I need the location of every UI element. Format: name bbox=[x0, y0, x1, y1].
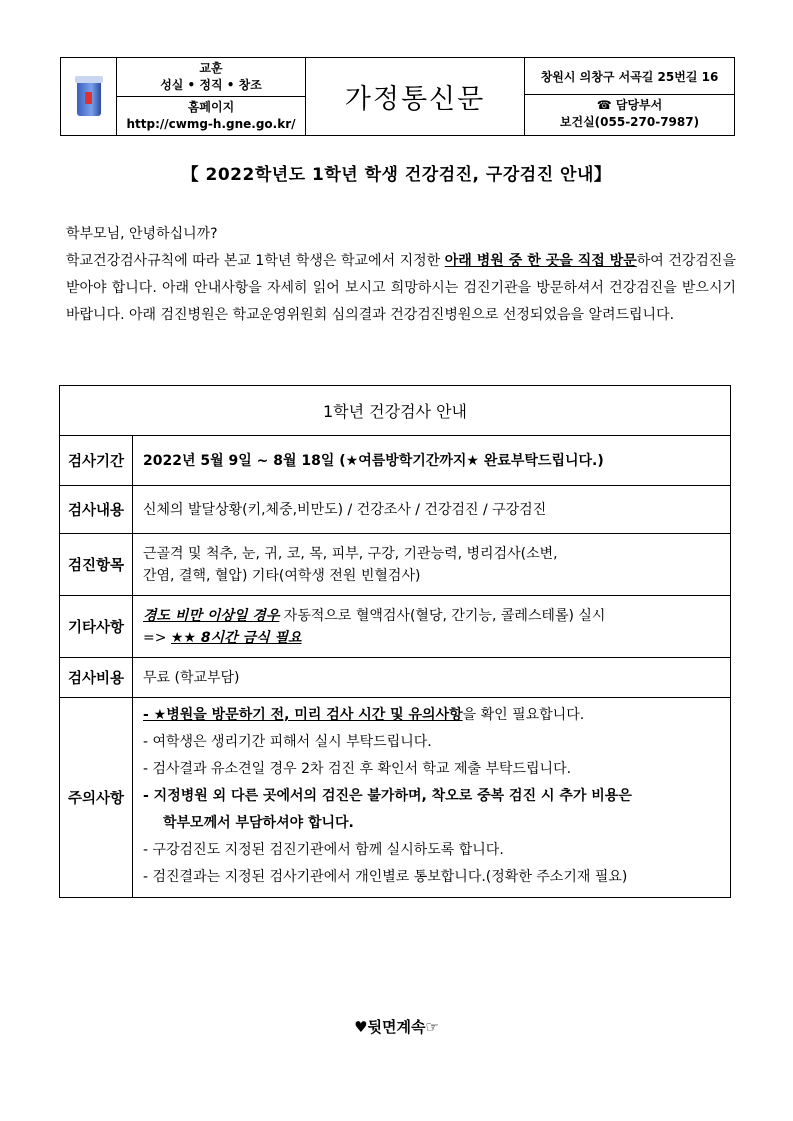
homepage-url[interactable]: http://cwmg-h.gne.go.kr/ bbox=[126, 117, 296, 131]
content-label: 검사내용 bbox=[60, 486, 133, 534]
table-caption: 1학년 건강검사 안내 bbox=[60, 386, 731, 436]
content-value: 신체의 발달상황(키,체중,비만도) / 건강조사 / 건강검진 / 구강검진 bbox=[133, 486, 731, 534]
address-cell bbox=[525, 58, 735, 136]
etc-label: 기타사항 bbox=[60, 596, 133, 658]
checkup-info-table bbox=[59, 385, 731, 898]
etc-blood-test: 자동적으로 혈액검사(혈당, 간기능, 콜레스테롤) 실시 bbox=[279, 607, 606, 624]
items-line-1: 근골격 및 척추, 눈, 귀, 코, 목, 피부, 구강, 기관능력, 병리검사(소변, bbox=[143, 545, 558, 562]
intro-section bbox=[58, 221, 736, 329]
motto-label: 교훈 bbox=[199, 61, 223, 75]
homepage-label: 홈페이지 bbox=[187, 100, 235, 114]
dept-contact: 보건실(055-270-7987) bbox=[559, 114, 700, 129]
etc-condition: 경도 비만 이상일 경우 bbox=[143, 607, 280, 624]
motto-text: 성실 • 정직 • 창조 bbox=[160, 78, 262, 92]
items-label: 검진항목 bbox=[60, 534, 133, 596]
etc-value bbox=[133, 596, 731, 658]
intro-emphasis: 아래 병원 중 한 곳을 직접 방문 bbox=[444, 253, 637, 269]
period-value: 2022년 5월 9일 ~ 8월 18일 (★여름방학기간까지★ 완료부탁드립니다.) bbox=[133, 436, 731, 486]
greeting: 학부모님, 안녕하십니까? bbox=[66, 226, 218, 242]
school-logo-icon bbox=[74, 74, 104, 120]
intro-paragraph bbox=[58, 248, 736, 329]
notes-list bbox=[133, 698, 731, 898]
note-4: - 지정병원 외 다른 곳에서의 검진은 불가하며, 착오로 중복 검진 시 추가 비용은 bbox=[143, 788, 632, 804]
continued-on-back: ♥뒷면계속☞ bbox=[354, 1018, 439, 1036]
note-1-text: 을 확인 필요합니다. bbox=[462, 707, 585, 723]
intro-text-c: 하여 건강검진을 받아야 합니다. 아래 안내사항을 자세히 읽어 보시고 희망하시는 검진기관을 방문하셔서 건강검진을 받으시기 바랍니다. 아래 검진병원은 학교운영위원회 심의결과 건강검진병원으로 선정되었음을 알려드립니다. bbox=[66, 253, 736, 323]
intro-text-a: 학교건강검사규칙에 따라 본교 1학년 학생은 학교에서 지정한 bbox=[66, 253, 445, 269]
document-title: 【 2022학년도 1학년 학생 건강검진, 구강검진 안내】 bbox=[181, 165, 612, 185]
etc-fasting: ★★ 8시간 금식 필요 bbox=[170, 629, 302, 646]
period-label: 검사기간 bbox=[60, 436, 133, 486]
dept-label: ☎ 담당부서 bbox=[596, 97, 663, 112]
note-2: - 여학생은 생리기간 피해서 실시 부탁드립니다. bbox=[143, 734, 432, 750]
letter-title: 가정통신문 bbox=[306, 58, 525, 136]
note-1 bbox=[143, 702, 720, 729]
cost-label: 검사비용 bbox=[60, 658, 133, 698]
etc-arrow: => bbox=[143, 629, 171, 646]
letterhead bbox=[60, 57, 735, 136]
motto-cell bbox=[117, 58, 306, 136]
note-3: - 검사결과 유소견일 경우 2차 검진 후 확인서 학교 제출 부탁드립니다. bbox=[143, 761, 572, 777]
items-line-2: 간염, 결핵, 혈압) 기타(여학생 전원 빈혈검사) bbox=[143, 567, 421, 584]
note-4-cont: 학부모께서 부담하셔야 합니다. bbox=[163, 815, 354, 831]
note-5: - 구강검진도 지정된 검진기관에서 함께 실시하도록 합니다. bbox=[143, 842, 504, 858]
cost-value: 무료 (학교부담) bbox=[133, 658, 731, 698]
notes-label: 주의사항 bbox=[60, 698, 133, 898]
note-6: - 검진결과는 지정된 검사기관에서 개인별로 통보합니다.(정확한 주소기재 필요) bbox=[143, 869, 628, 885]
items-value bbox=[133, 534, 731, 596]
school-logo-cell bbox=[61, 58, 117, 136]
school-address: 창원시 의창구 서곡길 25번길 16 bbox=[525, 61, 734, 95]
note-1-emphasis: - ★병원을 방문하기 전, 미리 검사 시간 및 유의사항 bbox=[143, 707, 463, 723]
